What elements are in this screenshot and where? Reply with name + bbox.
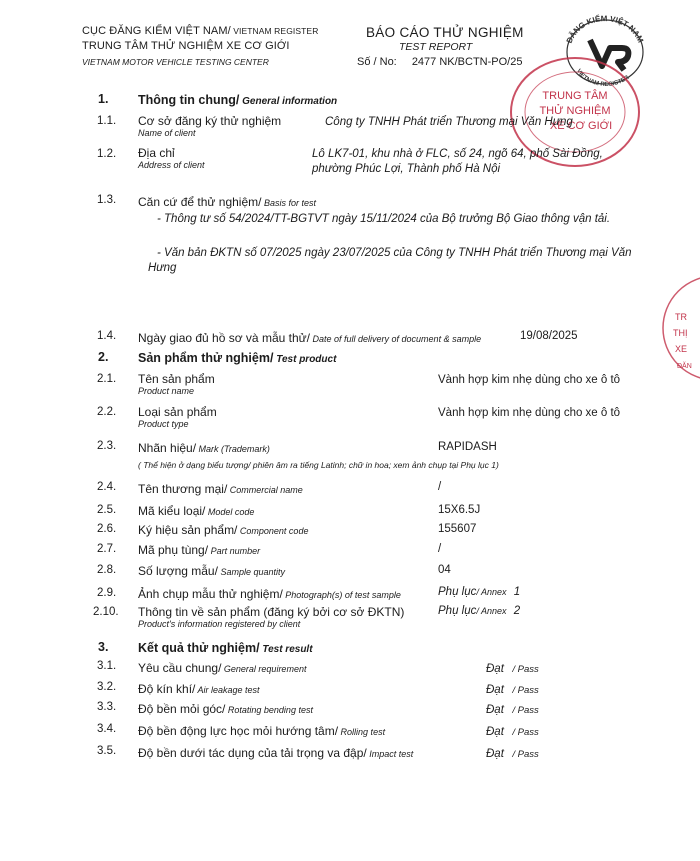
section-2-title (138, 349, 336, 367)
section-1-title-vi: Thông tin chung/ (138, 93, 240, 107)
seal-line-1: TRUNG TÂM (542, 90, 608, 102)
logo-ring-top: ĐĂNG KIỂM VIỆT NAM (564, 14, 646, 45)
item-2-5-number: 2.5. (97, 504, 117, 516)
part-number-label (138, 541, 260, 559)
rotating-bending-label-en: Rotating bending test (225, 705, 313, 715)
item-1-1-number: 1.1. (97, 115, 117, 127)
rolling-test-label-vi: Độ bền động lực học mỏi hướng tâm/ (138, 724, 339, 738)
org-name-en: VIETNAM REGISTER (230, 26, 319, 36)
photograph-value (438, 586, 520, 598)
client-address-line-1: Lô LK7-01, khu nhà ở FLC, số 24, ngõ 64, phố Sài Đồng, (312, 148, 603, 160)
photograph-label-vi: Ảnh chụp mẫu thử nghiệm/ (138, 587, 283, 601)
report-title-en: TEST REPORT (399, 41, 473, 53)
model-code-label-vi: Mã kiểu loại/ (138, 504, 206, 518)
item-2-6-number: 2.6. (97, 523, 117, 535)
rolling-test-result (486, 722, 539, 740)
item-2-1-number: 2.1. (97, 373, 117, 385)
product-info-annex-number: 2 (513, 605, 521, 617)
item-1-2-label-en: Address of client (138, 160, 205, 170)
report-number-value: 2477 NK/BCTN-PO/25 (411, 56, 523, 68)
photograph-label (138, 585, 401, 603)
section-3-title (138, 639, 313, 657)
seal-line-3: XE CƠ GIỚI (549, 120, 613, 132)
impact-test-result-vi: Đạt (486, 748, 504, 760)
rotating-bending-label (138, 700, 313, 718)
item-2-10-label: Thông tin về sản phẩm (đăng ký bởi cơ sở ĐKTN) (138, 605, 405, 619)
center-name-en: VIETNAM MOTOR VEHICLE TESTING CENTER (82, 57, 269, 67)
rolling-test-label-en: Rolling test (338, 727, 386, 737)
trademark-note: ( Thể hiện ở dạng biểu tượng/ phiên âm ra tiếng Latinh; chữ in hoa; xem ảnh chụp tại Phụ lục 1) (138, 460, 499, 470)
report-title-vi: BÁO CÁO THỬ NGHIỆM (366, 25, 524, 40)
item-2-1-label: Tên sản phẩm (138, 372, 215, 386)
product-info-value (438, 605, 520, 617)
svg-text:TR: TR (675, 312, 687, 322)
section-2-title-en: Test product (273, 354, 337, 365)
impact-test-label-vi: Độ bền dưới tác dụng của tải trọng va đập/ (138, 746, 367, 760)
trademark-label-vi: Nhãn hiệu/ (138, 441, 197, 455)
rotating-bending-result-vi: Đạt (486, 704, 504, 716)
basis-item-1: - Thông tư số 54/2024/TT-BGTVT ngày 15/11/2024 của Bộ trưởng Bộ Giao thông vận tải. (157, 213, 611, 225)
basis-label-en: Basis for test (261, 198, 316, 208)
delivery-label-en: Date of full delivery of document & sample (310, 334, 482, 344)
item-2-3-number: 2.3. (97, 440, 117, 452)
rolling-test-result-vi: Đạt (486, 726, 504, 738)
commercial-name-label-vi: Tên thương mại/ (138, 482, 228, 496)
product-info-value-vi: Phụ lục (438, 605, 477, 617)
air-leakage-result-en: / Pass (512, 685, 539, 696)
basis-item-2-line-2: Hưng (148, 262, 177, 274)
general-requirement-result-en: / Pass (512, 664, 539, 675)
logo-ring-bottom: VIETNAM REGISTER (574, 68, 631, 88)
rolling-test-label (138, 722, 385, 740)
item-3-1-number: 3.1. (97, 660, 117, 672)
component-code-label (138, 521, 308, 539)
general-requirement-label-en: General requirement (221, 664, 307, 674)
general-requirement-label (138, 659, 306, 677)
commercial-name-label-en: Commercial name (227, 485, 303, 495)
rotating-bending-label-vi: Độ bền mỏi góc/ (138, 702, 226, 716)
general-requirement-result-vi: Đạt (486, 663, 504, 675)
item-1-4-number: 1.4. (97, 330, 117, 342)
item-1-3-number: 1.3. (97, 194, 117, 206)
part-number-label-vi: Mã phụ tùng/ (138, 543, 209, 557)
sample-quantity-value: 04 (438, 564, 451, 576)
basis-label-vi: Căn cứ để thử nghiệm/ (138, 195, 262, 209)
svg-text:ĐĂN: ĐĂN (677, 363, 692, 370)
section-1-number: 1. (98, 92, 109, 106)
trademark-value: RAPIDASH (438, 441, 497, 453)
basis-for-test-label (138, 193, 316, 211)
sample-quantity-label-vi: Số lượng mẫu/ (138, 564, 218, 578)
air-leakage-result (486, 680, 539, 698)
item-2-10-label-en: Product's information registered by client (138, 619, 301, 629)
commercial-name-value: / (438, 481, 442, 493)
item-3-2-number: 3.2. (97, 681, 117, 693)
item-3-4-number: 3.4. (97, 723, 117, 735)
photograph-value-en: / Annex (476, 587, 507, 597)
svg-text:ĐĂNG KIỂM VIỆT NAM (565, 14, 646, 45)
seal-line-2: THỬ NGHIỆM (539, 105, 611, 117)
item-1-1-label-en: Name of client (138, 128, 196, 138)
item-1-1-label: Cơ sở đăng ký thử nghiệm (138, 114, 282, 128)
product-info-value-en: / Annex (476, 606, 507, 616)
impact-test-label-en: Impact test (366, 749, 414, 759)
section-2-title-vi: Sản phẩm thử nghiệm/ (138, 351, 274, 365)
component-code-label-en: Component code (237, 526, 309, 536)
rolling-test-result-en: / Pass (512, 727, 539, 738)
item-2-10-number: 2.10. (93, 606, 119, 618)
item-2-8-number: 2.8. (97, 564, 117, 576)
general-requirement-label-vi: Yêu cầu chung/ (138, 661, 222, 675)
svg-text:XE: XE (675, 344, 688, 354)
item-3-3-number: 3.3. (97, 701, 117, 713)
impact-test-result (486, 744, 539, 762)
report-number (357, 56, 522, 68)
section-3-number: 3. (98, 640, 109, 654)
photograph-annex-number: 1 (513, 586, 521, 598)
rotating-bending-result-en: / Pass (512, 705, 539, 716)
product-type-value: Vành hợp kim nhẹ dùng cho xe ô tô (438, 407, 621, 419)
model-code-value: 15X6.5J (438, 504, 481, 516)
item-2-4-number: 2.4. (97, 481, 117, 493)
commercial-name-label (138, 480, 303, 498)
basis-item-2-line-1: - Văn bản ĐKTN số 07/2025 ngày 23/07/2025 của Công ty TNHH Phát triển Thương mại Văn (157, 247, 632, 259)
component-code-value: 155607 (438, 523, 477, 535)
item-2-2-number: 2.2. (97, 406, 117, 418)
general-requirement-result (486, 659, 539, 677)
trademark-label-en: Mark (Trademark) (196, 444, 270, 454)
item-2-9-number: 2.9. (97, 587, 117, 599)
sample-quantity-label (138, 562, 285, 580)
part-number-label-en: Part number (208, 546, 261, 556)
svg-text:THỊ: THỊ (673, 328, 688, 338)
org-name (82, 25, 318, 37)
report-number-label: Số / No: (357, 56, 397, 68)
client-name: Công ty TNHH Phát triển Thương mại Văn Hưng (325, 116, 573, 128)
delivery-date-value: 19/08/2025 (520, 330, 578, 342)
delivery-label-vi: Ngày giao đủ hồ sơ và mẫu thử/ (138, 331, 310, 345)
photograph-value-vi: Phụ lục (438, 586, 477, 598)
section-1-title (138, 91, 337, 109)
item-2-7-number: 2.7. (97, 543, 117, 555)
impact-test-result-en: / Pass (512, 749, 539, 760)
item-2-2-label: Loại sản phẩm (138, 405, 217, 419)
photograph-label-en: Photograph(s) of test sample (282, 590, 401, 600)
component-code-label-vi: Ký hiệu sản phẩm/ (138, 523, 238, 537)
org-name-vi: CỤC ĐĂNG KIỂM VIỆT NAM/ (82, 25, 231, 37)
section-1-title-en: General information (239, 96, 338, 107)
air-leakage-result-vi: Đạt (486, 684, 504, 696)
client-address-line-2: phường Phúc Lợi, Thành phố Hà Nội (312, 163, 501, 175)
impact-test-label (138, 744, 413, 762)
delivery-date-label (138, 329, 481, 347)
model-code-label-en: Model code (205, 507, 255, 517)
trademark-label (138, 439, 270, 457)
air-leakage-label-en: Air leakage test (195, 685, 260, 695)
item-2-1-label-en: Product name (138, 386, 195, 396)
item-3-5-number: 3.5. (97, 745, 117, 757)
section-3-title-vi: Kết quả thử nghiệm/ (138, 641, 260, 655)
item-2-2-label-en: Product type (138, 419, 189, 429)
air-leakage-label (138, 680, 260, 698)
partial-seal-right (655, 270, 700, 385)
center-name-vi: TRUNG TÂM THỬ NGHIỆM XE CƠ GIỚI (82, 40, 290, 52)
item-1-2-number: 1.2. (97, 148, 117, 160)
part-number-value: / (438, 543, 442, 555)
sample-quantity-label-en: Sample quantity (217, 567, 285, 577)
rotating-bending-result (486, 700, 539, 718)
section-2-number: 2. (98, 350, 109, 364)
product-name-value: Vành hợp kim nhẹ dùng cho xe ô tô (438, 374, 621, 386)
model-code-label (138, 502, 254, 520)
section-3-title-en: Test result (259, 644, 313, 655)
air-leakage-label-vi: Độ kín khí/ (138, 682, 196, 696)
item-1-2-label: Địa chỉ (138, 146, 175, 160)
